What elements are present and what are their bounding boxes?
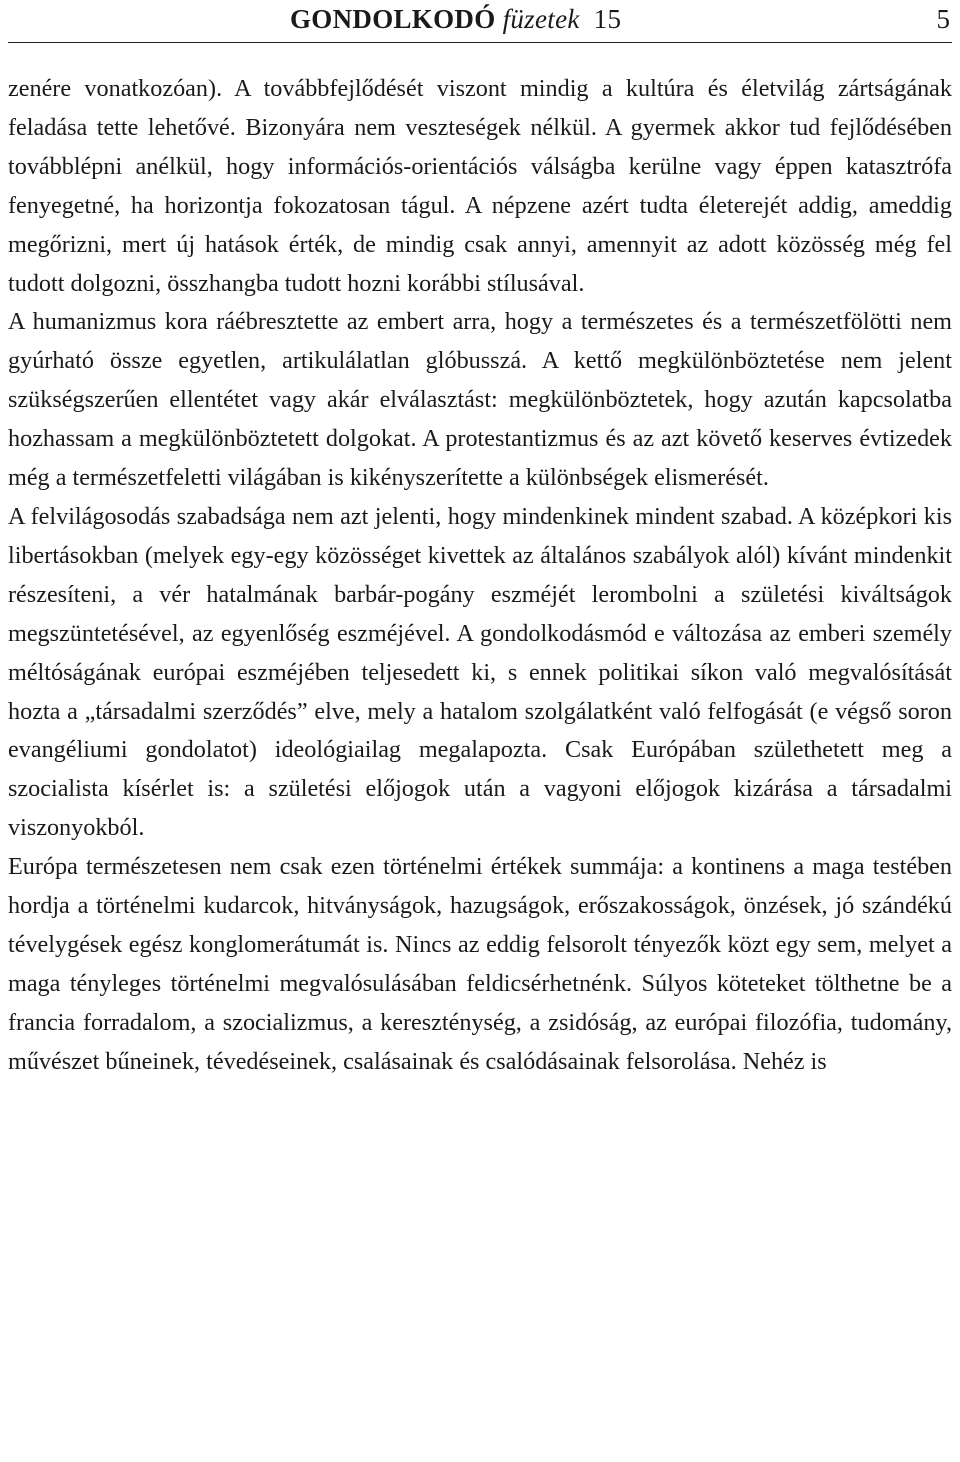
journal-issue-number: 15 — [593, 4, 622, 34]
journal-title — [290, 0, 621, 38]
document-page — [8, 0, 952, 1462]
paragraph: zenére vonatkozóan). A továbbfejlődését viszont mindig a kultúra és életvilág zártságának feladása tette lehetővé. Bizonyára nem veszteségek nélkül. A gyermek akkor tud fejlődésében továbblépni anélkül, hogy információs-orientációs válságba kerülne vagy éppen katasztrófa fenyegetné, ha horizontja fokozatosan tágul. A népzene azért tudta életerejét addig, ameddig megőrizni, mert új hatások érték, de mindig csak annyi, amennyit az adott közösség még fel tudott dolgozni, összhangba tudott hozni korábbi stílusával. — [8, 75, 952, 297]
paragraph: A humanizmus kora ráébresztette az embert arra, hogy a természetes és a természetfölötti nem gyúrható össze egyetlen, artikulálatlan glóbusszá. A kettő megkülönböztetése nem jelent szükségszerűen ellentétet vagy akár elválasztást: megkülönböztetek, hogy azután kapcsolatba hozhassam a megkülönböztetett dolgokat. A protestantizmus és az azt követő keserves évtizedek még a természetfeletti világában is kikényszerítette a különbségek elismerését. — [8, 308, 952, 492]
paragraph: Európa természetesen nem csak ezen történelmi értékek summája: a kontinens a maga testében hordja a történelmi kudarcok, hitványságok, hazugságok, erőszakosságok, önzések, jó szándékú tévelygések egész konglomerátumát is. Nincs az eddig felsorolt tényezők közt egy sem, melyet a maga tényleges történelmi megvalósulásában feldicsérhetnénk. Súlyos köteteket tölthetne be a francia forradalom, a szocializmus, a kereszténység, a zsidóság, az európai filozófia, tudomány, művészet bűneinek, tévedéseinek, csalásainak és csalódásainak felsorolása. Nehéz is — [8, 853, 952, 1075]
page-number: 5 — [936, 4, 950, 34]
journal-series-italic: füzetek — [502, 4, 580, 34]
paragraph: A felvilágosodás szabadsága nem azt jelenti, hogy mindenkinek mindent szabad. A középkori kis libertásokban (melyek egy-egy közösséget kivettek az általános szabályok alól) kívánt mindenkit részesíteni, a vér hatalmának barbár-pogány eszméjét lerombolni a születési kiváltságok megszüntetésével, az egyenlőség eszméjével. A gondolkodásmód e változása az emberi személy méltóságának európai eszméjében teljesedett ki, s ennek politikai síkon való megvalósítását hozta a „társadalmi szerződés” elve, mely a hatalom szolgálatként való felfogását (e végső soron evangéliumi gondolatot) ideológiailag megalapozta. Csak Európában születhetett meg a szocialista kísérlet is: a születési előjogok után a vagyoni előjogok kizárása a társadalmi viszonyokból. — [8, 502, 952, 842]
running-header — [8, 0, 952, 43]
article-body — [8, 70, 952, 1082]
journal-series-name: GONDOLKODÓ — [290, 4, 496, 34]
